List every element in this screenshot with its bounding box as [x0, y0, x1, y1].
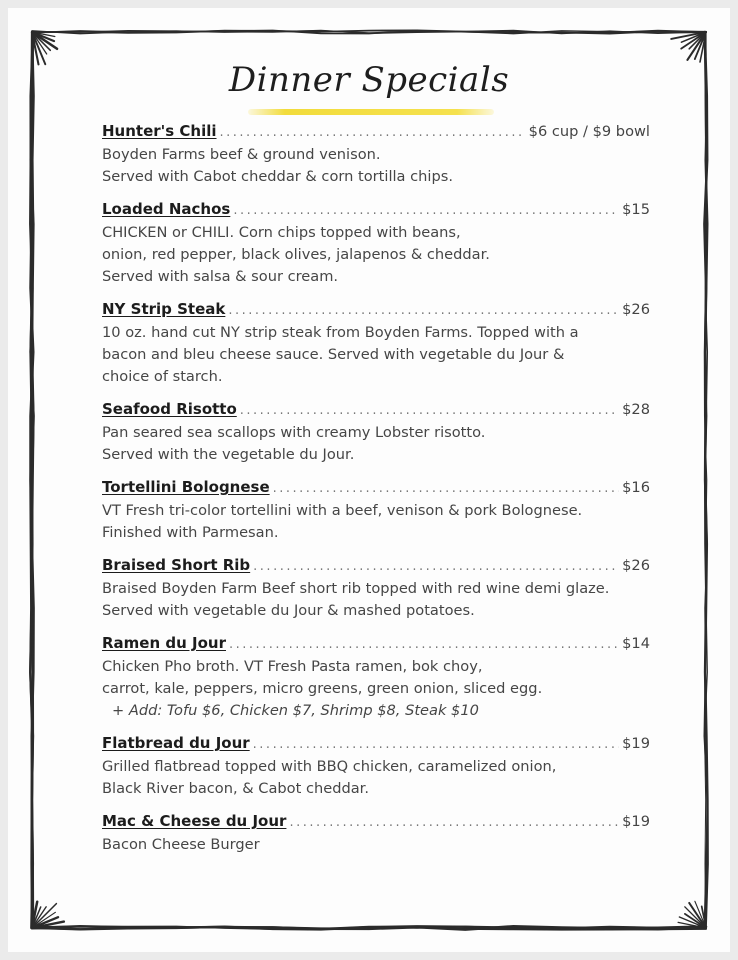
item-description: Pan seared sea scallops with creamy Lobster risotto.: [102, 424, 486, 441]
item-addon: + Add: Tofu $6, Chicken $7, Shrimp $8, Steak $10: [112, 702, 479, 719]
menu-item: [102, 554, 650, 622]
dot-leader: [289, 812, 619, 834]
item-name: Ramen du Jour: [102, 634, 226, 652]
dot-leader: [229, 634, 619, 656]
dot-leader: [273, 478, 620, 500]
item-description: Chicken Pho broth. VT Fresh Pasta ramen, bok choy,: [102, 658, 483, 675]
menu-list: [102, 120, 650, 866]
item-description: Grilled flatbread topped with BBQ chicken, caramelized onion,: [102, 758, 557, 775]
item-description: Served with the vegetable du Jour.: [102, 446, 355, 463]
menu-item: [102, 476, 650, 544]
item-description: choice of starch.: [102, 368, 223, 385]
item-price: $15: [622, 201, 650, 218]
dot-leader: [220, 122, 526, 144]
item-name: Flatbread du Jour: [102, 734, 250, 752]
item-name: NY Strip Steak: [102, 300, 226, 318]
menu-item: [102, 810, 650, 856]
item-name: Hunter's Chili: [102, 122, 217, 140]
item-name: Mac & Cheese du Jour: [102, 812, 287, 830]
item-price: $26: [622, 301, 650, 318]
item-name: Tortellini Bolognese: [102, 478, 270, 496]
item-description: onion, red pepper, black olives, jalapenos & cheddar.: [102, 246, 490, 263]
item-description: Served with Cabot cheddar & corn tortilla chips.: [102, 168, 453, 185]
item-description: Served with vegetable du Jour & mashed potatoes.: [102, 602, 475, 619]
item-name: Braised Short Rib: [102, 556, 251, 574]
item-description: Braised Boyden Farm Beef short rib topped with red wine demi glaze.: [102, 580, 610, 597]
menu-page: [8, 8, 730, 952]
dot-leader: [233, 200, 619, 222]
item-price: $16: [622, 479, 650, 496]
item-description: VT Fresh tri-color tortellini with a beef, venison & pork Bolognese.: [102, 502, 583, 519]
menu-item: [102, 732, 650, 800]
item-price: $26: [622, 557, 650, 574]
menu-item: [102, 120, 650, 188]
item-price: $19: [622, 813, 650, 830]
item-description: Served with salsa & sour cream.: [102, 268, 339, 285]
dot-leader: [240, 400, 619, 422]
item-price: $19: [622, 735, 650, 752]
page-title: Dinner Specials: [228, 60, 510, 100]
item-description: CHICKEN or CHILI. Corn chips topped with beans,: [102, 224, 461, 241]
menu-item: [102, 298, 650, 388]
item-price: $14: [622, 635, 650, 652]
item-name: Seafood Risotto: [102, 400, 237, 418]
menu-item: [102, 198, 650, 288]
item-price: $28: [622, 401, 650, 418]
menu-item: [102, 398, 650, 466]
item-description: bacon and bleu cheese sauce. Served with vegetable du Jour &: [102, 346, 565, 363]
item-name: Loaded Nachos: [102, 200, 231, 218]
dot-leader: [253, 556, 619, 578]
dot-leader: [253, 734, 619, 756]
title-highlight: [248, 109, 494, 115]
item-description: Bacon Cheese Burger: [102, 836, 260, 853]
item-price: $6 cup / $9 bowl: [528, 123, 650, 140]
item-description: Boyden Farms beef & ground venison.: [102, 146, 381, 163]
item-description: Finished with Parmesan.: [102, 524, 279, 541]
menu-item: [102, 632, 650, 722]
item-description: 10 oz. hand cut NY strip steak from Boyden Farms. Topped with a: [102, 324, 579, 341]
item-description: carrot, kale, peppers, micro greens, green onion, sliced egg.: [102, 680, 543, 697]
item-description: Black River bacon, & Cabot cheddar.: [102, 780, 369, 797]
dot-leader: [228, 300, 619, 322]
